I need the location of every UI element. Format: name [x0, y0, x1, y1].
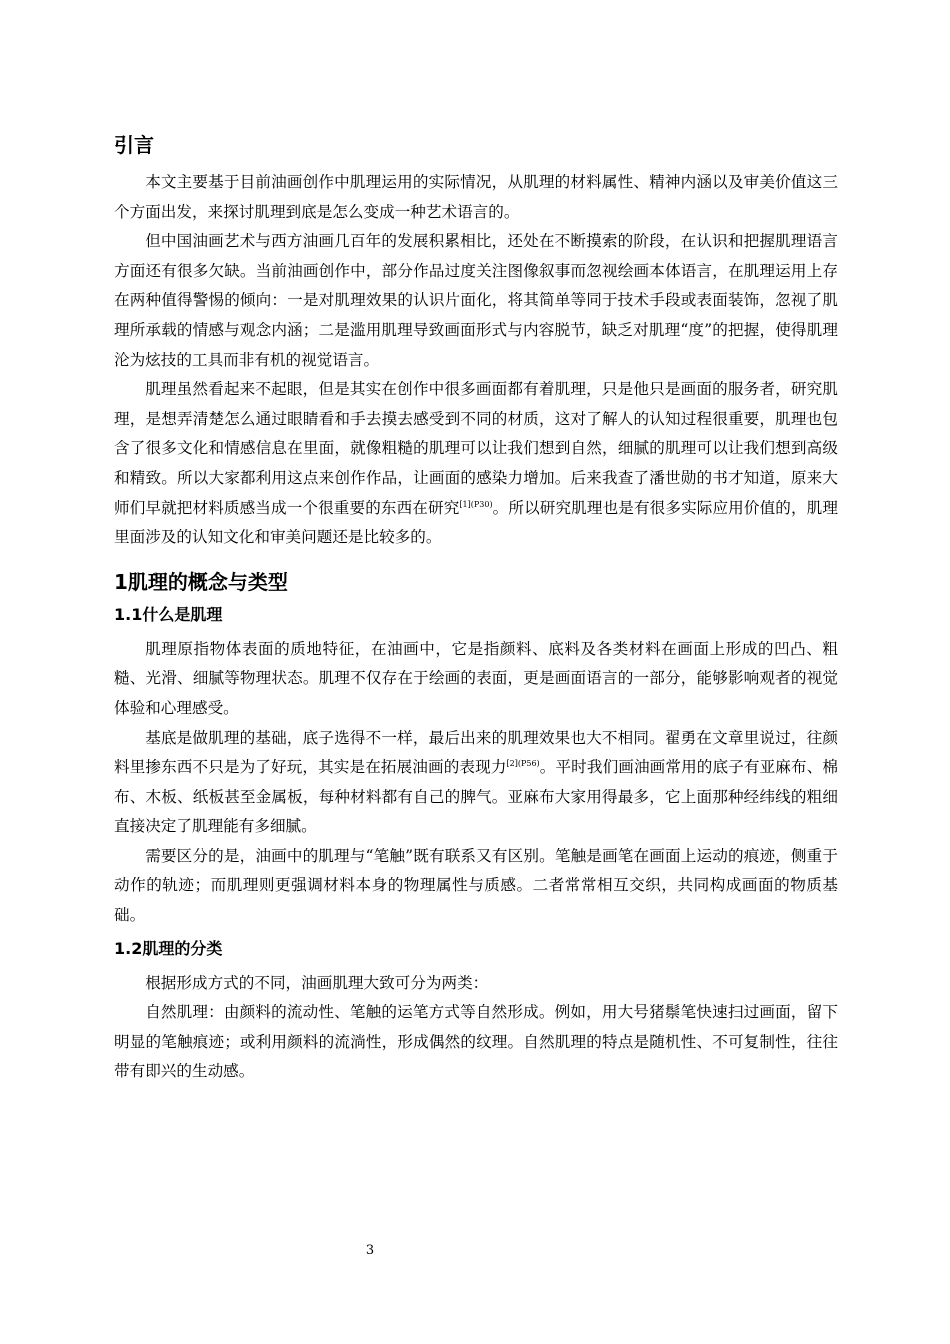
subsection-1-1-paragraph-3: 需要区分的是，油画中的肌理与“笔触”既有联系又有区别。笔触是画笔在画面上运动的痕迹，侧重于动作的轨迹；而肌理则更强调材料本身的物理属性与质感。二者常常相互交织，共同构成画面的物质基础。 — [114, 846, 838, 925]
page-number: 3 — [365, 1243, 375, 1258]
intro-heading: 引言 — [114, 133, 154, 157]
citation-ref-1: [1](P30) — [459, 499, 493, 509]
subsection-1-1-heading: 1.1什么是肌理 — [114, 604, 223, 624]
citation-ref-2: [2](P56) — [506, 758, 540, 768]
subsection-1-2-heading: 1.2肌理的分类 — [114, 938, 223, 958]
intro-paragraph-1: 本文主要基于目前油画创作中肌理运用的实际情况，从肌理的材料属性、精神内涵以及审美价值这三个方面出发，来探讨肌理到底是怎么变成一种艺术语言的。 — [114, 173, 838, 221]
intro-paragraph-2: 但中国油画艺术与西方油画几百年的发展积累相比，还处在不断摸索的阶段，在认识和把握肌理语言方面还有很多欠缺。当前油画创作中，部分作品过度关注图像叙事而忽视绘画本体语言，在肌理运用上存在两种值得警惕的倾向：一是对肌理效果的认识片面化，将其简单等同于技术手段或表面装饰，忽视了肌理所承载的情感与观念内涵；二是滥用肌理导致画面形式与内容脱节，缺乏对肌理“度”的把握，使得肌理沦为炫技的工具而非有机的视觉语言。 — [114, 232, 838, 369]
intro-paragraph-3-text-b: 。所以研究肌理也是有很多实际应用价值的，肌理里面涉及的认知文化和审美问题还是比较多的。 — [114, 498, 838, 547]
subsection-1-1-paragraph-2-text-a: 基底是做肌理的基础，底子选得不一样，最后出来的肌理效果也大不相同。翟勇在文章里说过，往颜料里掺东西不只是为了好玩，其实是在拓展油画的表现力 — [114, 728, 838, 777]
page-content — [114, 130, 838, 1087]
subsection-1-1-paragraph-1: 肌理原指物体表面的质地特征，在油画中，它是指颜料、底料及各类材料在画面上形成的凹凸、粗糙、光滑、细腻等物理状态。肌理不仅存在于绘画的表面，更是画面语言的一部分，能够影响观者的视觉体验和心理感受。 — [114, 639, 838, 717]
intro-paragraph-3-text-a: 肌理虽然看起来不起眼，但是其实在创作中很多画面都有着肌理，只是他只是画面的服务者，研究肌理，是想弄清楚怎么通过眼睛看和手去摸去感受到不同的材质，这对了解人的认知过程很重要，肌理也包含了很多文化和情感信息在里面，就像粗糙的肌理可以让我们想到自然，细腻的肌理可以让我们想到高级和精致。所以大家都利用这点来创作作品，让画面的感染力增加。后来我查了潘世勋的书才知道，原来大师们早就把材料质感当成一个很重要的东西在研究 — [114, 380, 838, 517]
intro-paragraph-3 — [114, 375, 838, 553]
subsection-1-2-paragraph-2: 自然肌理：由颜料的流动性、笔触的运笔方式等自然形成。例如，用大号猪鬃笔快速扫过画面，留下明显的笔触痕迹；或利用颜料的流淌性，形成偶然的纹理。自然肌理的特点是随机性、不可复制性，往往带有即兴的生动感。 — [114, 1003, 838, 1081]
subsection-1-2-paragraph-1: 根据形成方式的不同，油画肌理大致可分为两类： — [145, 973, 489, 992]
subsection-1-1-paragraph-2-text-b: 。平时我们画油画常用的底子有亚麻布、棉布、木板、纸板甚至金属板，每种材料都有自己的脾气。亚麻布大家用得最多，它上面那种经纬线的粗细直接决定了肌理能有多细腻。 — [114, 758, 838, 836]
subsection-1-1-paragraph-2 — [114, 724, 838, 842]
section-1-heading: 1肌理的概念与类型 — [114, 569, 288, 594]
